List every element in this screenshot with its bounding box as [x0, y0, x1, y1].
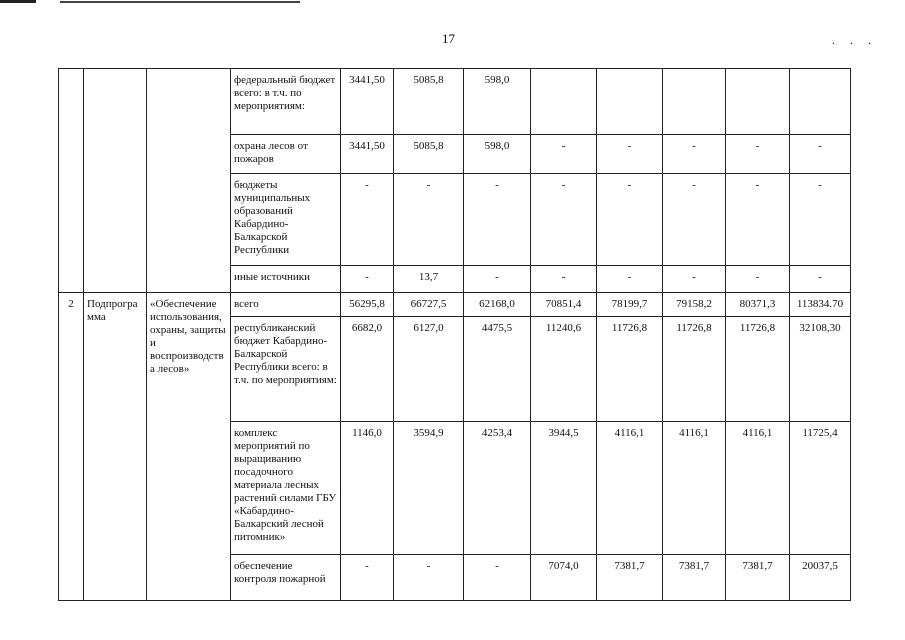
- value-cell: 7381,7: [726, 555, 790, 601]
- funding-source: бюджеты муниципальных образований Кабардино-Балкарской Республики: [231, 174, 341, 266]
- table-row: [59, 293, 851, 317]
- value-cell: 78199,7: [597, 293, 663, 317]
- table-row: [59, 69, 851, 135]
- value-cell: -: [341, 555, 394, 601]
- cell-no-empty: [59, 69, 84, 293]
- value-cell: 3441,50: [341, 69, 394, 135]
- value-cell: 79158,2: [663, 293, 726, 317]
- value-cell: 598,0: [464, 135, 531, 174]
- cell-type-empty: [84, 69, 147, 293]
- value-cell: -: [726, 135, 790, 174]
- value-cell: 6127,0: [394, 317, 464, 422]
- value-cell: 4253,4: [464, 422, 531, 555]
- scan-artifact-line: [60, 1, 300, 3]
- budget-table: [58, 68, 851, 601]
- value-cell: -: [341, 266, 394, 293]
- value-cell: 32108,30: [790, 317, 851, 422]
- value-cell: 7381,7: [597, 555, 663, 601]
- value-cell: [726, 69, 790, 135]
- value-cell: [663, 69, 726, 135]
- value-cell: 20037,5: [790, 555, 851, 601]
- value-cell: -: [597, 266, 663, 293]
- value-cell: -: [597, 174, 663, 266]
- value-cell: 4116,1: [597, 422, 663, 555]
- value-cell: [790, 69, 851, 135]
- value-cell: 3944,5: [531, 422, 597, 555]
- value-cell: -: [790, 135, 851, 174]
- value-cell: 56295,8: [341, 293, 394, 317]
- value-cell: -: [663, 266, 726, 293]
- funding-source: республиканский бюджет Кабардино-Балкарской Республики всего: в т.ч. по мероприятиям:: [231, 317, 341, 422]
- value-cell: 11726,8: [663, 317, 726, 422]
- value-cell: 80371,3: [726, 293, 790, 317]
- funding-source: федеральный бюджет всего: в т.ч. по мероприятиям:: [231, 69, 341, 135]
- value-cell: -: [341, 174, 394, 266]
- page-number: 17: [442, 31, 455, 46]
- value-cell: -: [394, 174, 464, 266]
- funding-source: обеспечение контроля пожарной: [231, 555, 341, 601]
- value-cell: -: [726, 266, 790, 293]
- value-cell: 11726,8: [726, 317, 790, 422]
- scan-dots: . . .: [832, 33, 877, 47]
- value-cell: -: [464, 266, 531, 293]
- value-cell: 4116,1: [726, 422, 790, 555]
- value-cell: -: [790, 174, 851, 266]
- value-cell: 4475,5: [464, 317, 531, 422]
- program-type: Подпрограмма: [84, 293, 147, 601]
- funding-source: иные источники: [231, 266, 341, 293]
- funding-source: комплекс мероприятий по выращиванию посадочного материала лесных растений силами ГБУ «Кабардино-Балкарский лесной питомник»: [231, 422, 341, 555]
- program-number: 2: [59, 293, 84, 601]
- value-cell: -: [663, 174, 726, 266]
- value-cell: -: [394, 555, 464, 601]
- value-cell: -: [663, 135, 726, 174]
- value-cell: 66727,5: [394, 293, 464, 317]
- value-cell: 11726,8: [597, 317, 663, 422]
- program-name: «Обеспечение использования, охраны, защиты и воспроизводства лесов»: [147, 293, 231, 601]
- value-cell: [597, 69, 663, 135]
- value-cell: 1146,0: [341, 422, 394, 555]
- value-cell: 598,0: [464, 69, 531, 135]
- value-cell: 113834.70: [790, 293, 851, 317]
- value-cell: 7381,7: [663, 555, 726, 601]
- value-cell: 7074,0: [531, 555, 597, 601]
- funding-source: охрана лесов от пожаров: [231, 135, 341, 174]
- value-cell: -: [464, 174, 531, 266]
- value-cell: 3594,9: [394, 422, 464, 555]
- value-cell: [531, 69, 597, 135]
- value-cell: 70851,4: [531, 293, 597, 317]
- value-cell: 5085,8: [394, 135, 464, 174]
- value-cell: -: [531, 174, 597, 266]
- value-cell: 62168,0: [464, 293, 531, 317]
- value-cell: 6682,0: [341, 317, 394, 422]
- value-cell: 4116,1: [663, 422, 726, 555]
- value-cell: -: [531, 266, 597, 293]
- value-cell: -: [790, 266, 851, 293]
- value-cell: -: [531, 135, 597, 174]
- funding-source: всего: [231, 293, 341, 317]
- value-cell: 3441,50: [341, 135, 394, 174]
- value-cell: -: [726, 174, 790, 266]
- scan-artifact-left: [0, 0, 36, 3]
- value-cell: 11240,6: [531, 317, 597, 422]
- value-cell: 5085,8: [394, 69, 464, 135]
- value-cell: -: [464, 555, 531, 601]
- value-cell: 13,7: [394, 266, 464, 293]
- value-cell: 11725,4: [790, 422, 851, 555]
- value-cell: -: [597, 135, 663, 174]
- cell-name-empty: [147, 69, 231, 293]
